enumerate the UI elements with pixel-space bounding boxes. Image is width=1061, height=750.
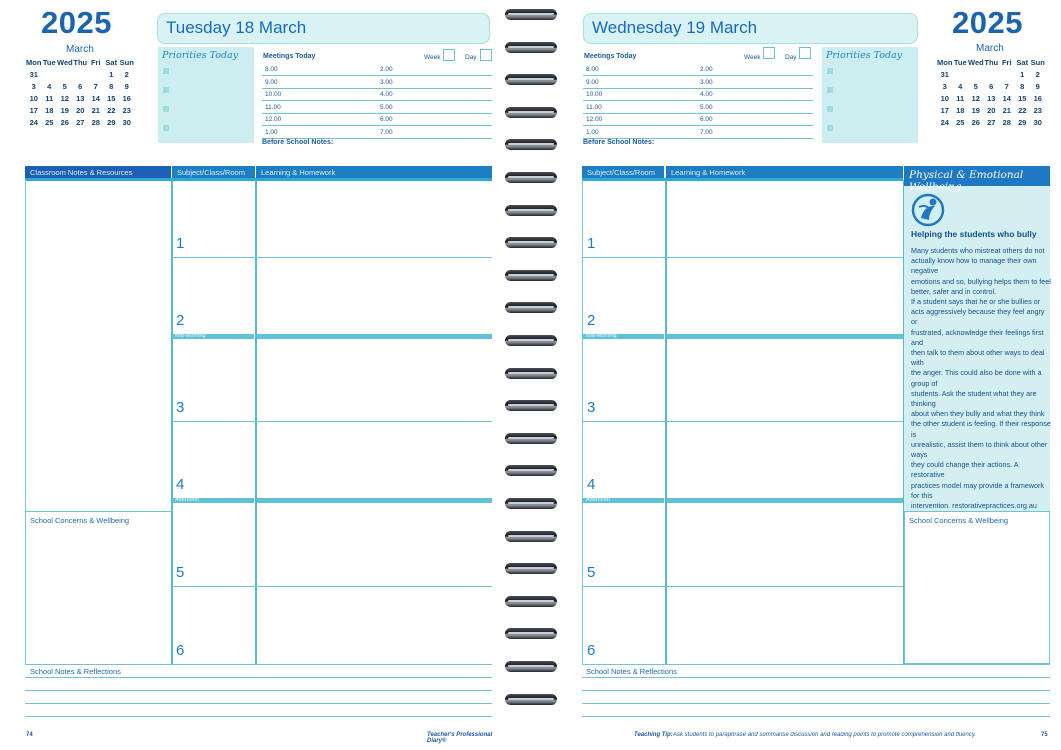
right-header-band xyxy=(582,178,903,181)
right-year: 2025 xyxy=(952,5,1023,40)
meeting-line[interactable] xyxy=(262,75,492,76)
period-number: 4 xyxy=(587,476,596,493)
cal-date[interactable]: 10 xyxy=(940,94,949,103)
cal-date[interactable]: 13 xyxy=(987,94,996,103)
cal-date[interactable]: 27 xyxy=(987,118,996,127)
wellbeing-title: Helping the students who bully xyxy=(911,229,1037,239)
cal-date[interactable]: 22 xyxy=(1018,106,1027,115)
left-col-divider xyxy=(255,180,257,664)
meeting-line[interactable] xyxy=(262,88,492,89)
right-priority-bullet[interactable] xyxy=(827,87,833,93)
cal-date xyxy=(88,70,104,79)
spiral-ring xyxy=(505,628,557,639)
cal-date xyxy=(42,70,58,79)
meeting-time-pm: 2.00 xyxy=(380,66,393,73)
right-col-divider xyxy=(665,180,667,664)
cal-day-header: Tue xyxy=(953,58,967,67)
meeting-line[interactable] xyxy=(583,75,813,76)
cal-date[interactable]: 1 xyxy=(109,70,114,79)
meeting-time-pm: 4.00 xyxy=(380,91,393,98)
cal-date[interactable]: 25 xyxy=(956,118,965,127)
cal-day-header: Fri xyxy=(90,58,101,67)
right-day-checkbox[interactable] xyxy=(799,47,811,59)
left-border xyxy=(25,180,26,664)
cal-date[interactable]: 29 xyxy=(1018,118,1027,127)
cal-date[interactable]: 15 xyxy=(1018,94,1027,103)
left-learning-header: Learning & Homework xyxy=(256,166,492,179)
cal-date[interactable]: 22 xyxy=(107,106,116,115)
wellbeing-line: intervention. restorativepractices.org.au xyxy=(911,501,1037,511)
cal-day-header: Sun xyxy=(119,58,134,67)
cal-date[interactable]: 10 xyxy=(29,94,38,103)
cal-date[interactable]: 11 xyxy=(45,94,54,103)
left-notes-title: School Notes & Reflections xyxy=(30,667,121,676)
wellbeing-line: practices model may provide a framework for this xyxy=(911,480,1045,500)
right-mini-calendar xyxy=(937,58,1046,127)
spiral-ring xyxy=(505,205,557,216)
right-page-number: 75 xyxy=(1041,732,1048,738)
cal-date[interactable]: 14 xyxy=(91,94,100,103)
cal-date[interactable]: 15 xyxy=(107,94,116,103)
meeting-time-am: 11.00 xyxy=(586,103,602,111)
meeting-time-pm: 3.00 xyxy=(700,78,713,86)
wellbeing-line: they could change their actions. A restorative xyxy=(911,460,1019,480)
wellbeing-text xyxy=(911,246,1051,511)
break-label: Afternoon xyxy=(175,497,199,503)
left-year: 2025 xyxy=(41,5,112,40)
meeting-time-am: 1.00 xyxy=(265,128,278,136)
right-priority-bullet[interactable] xyxy=(827,68,833,74)
cal-day-header: Wed xyxy=(968,58,984,67)
cal-date[interactable]: 5 xyxy=(62,82,67,91)
meeting-time-pm: 2.00 xyxy=(700,66,713,73)
cal-day-header: Sat xyxy=(105,58,118,67)
left-page-number: 74 xyxy=(26,732,33,738)
meeting-time-pm: 6.00 xyxy=(380,116,393,123)
spiral-ring xyxy=(505,563,557,574)
wellbeing-line: Many students who mistreat others do not xyxy=(911,246,1045,255)
cal-day-header: Mon xyxy=(26,58,42,67)
left-month: March xyxy=(66,44,94,55)
meeting-time-pm: 3.00 xyxy=(380,78,393,86)
cal-date[interactable]: 18 xyxy=(956,106,965,115)
cal-date xyxy=(73,70,89,79)
period-number: 6 xyxy=(587,642,596,659)
cal-day-header: Thu xyxy=(984,58,999,67)
right-notes-title: School Notes & Reflections xyxy=(586,667,677,676)
period-divider xyxy=(172,257,492,258)
period-number: 5 xyxy=(587,564,596,581)
meeting-time-pm: 5.00 xyxy=(700,103,713,111)
wellbeing-line: the anger. This could also be done with a group of xyxy=(911,368,1042,388)
meeting-time-pm: 4.00 xyxy=(700,91,713,98)
meeting-time-am: 12.00 xyxy=(265,116,282,123)
period-number: 1 xyxy=(176,235,185,252)
cal-date[interactable]: 6 xyxy=(989,82,994,91)
period-number: 2 xyxy=(176,312,185,329)
meeting-time-pm: 7.00 xyxy=(380,128,393,136)
meeting-line[interactable] xyxy=(583,100,813,101)
cal-date[interactable]: 1 xyxy=(1020,70,1025,79)
cal-date[interactable]: 6 xyxy=(78,82,83,91)
cal-date[interactable]: 27 xyxy=(76,118,85,127)
left-classroom-header: Classroom Notes & Resources xyxy=(25,166,171,179)
spiral-ring xyxy=(505,694,557,705)
cal-date[interactable]: 16 xyxy=(1033,94,1042,103)
right-subject-header: Subject/Class/Room xyxy=(582,166,664,179)
period-number: 1 xyxy=(587,235,596,252)
left-header-band xyxy=(25,178,492,181)
spiral-ring xyxy=(505,42,557,53)
spiral-ring xyxy=(505,531,557,542)
cal-date[interactable]: 31 xyxy=(29,70,38,79)
period-divider xyxy=(172,421,492,422)
cal-date[interactable]: 2 xyxy=(1035,70,1040,79)
right-week-label: Week xyxy=(744,54,761,61)
spiral-ring xyxy=(505,107,557,118)
spiral-ring xyxy=(505,498,557,509)
right-week-checkbox[interactable] xyxy=(763,47,775,59)
wellbeing-line: frustrated, acknowledge their feelings first and xyxy=(911,327,1044,347)
wellbeing-figure-icon xyxy=(911,193,947,227)
left-priority-bullet[interactable] xyxy=(163,68,169,74)
right-concerns-box[interactable] xyxy=(904,511,1050,664)
left-priority-bullet[interactable] xyxy=(163,87,169,93)
left-subject-header: Subject/Class/Room xyxy=(172,166,255,179)
break-band xyxy=(257,334,492,339)
break-band xyxy=(667,498,903,503)
wellbeing-line: students. Ask the student what they are thinking xyxy=(911,388,1037,409)
spiral-ring xyxy=(505,400,557,411)
teaching-tip-text: Ask students to paraphrase and summarise discussion and reading points to promote comprehension and fluency. xyxy=(673,732,977,738)
left-before-school: Before School Notes: xyxy=(262,139,334,146)
meeting-time-am: 9.00 xyxy=(586,78,599,86)
right-border xyxy=(582,180,583,664)
wellbeing-line: about when they bully and what they think xyxy=(911,409,1045,419)
meeting-line[interactable] xyxy=(583,125,813,126)
spiral-ring xyxy=(505,302,557,313)
wellbeing-line: acts aggressively because they feel angry or xyxy=(911,307,1045,327)
cal-date[interactable]: 28 xyxy=(91,118,100,127)
right-meetings-title: Meetings Today xyxy=(584,53,637,60)
left-page xyxy=(0,0,498,750)
cal-date[interactable]: 13 xyxy=(76,94,85,103)
period-number: 5 xyxy=(176,564,185,581)
spiral-ring xyxy=(505,433,557,444)
left-priority-bullet[interactable] xyxy=(163,106,169,112)
left-mini-calendar xyxy=(26,58,135,127)
cal-day-header: Fri xyxy=(1001,58,1012,67)
cal-date[interactable]: 17 xyxy=(940,106,949,115)
left-date-title: Tuesday 18 March xyxy=(157,13,490,44)
cal-date xyxy=(999,70,1015,79)
cal-date[interactable]: 12 xyxy=(971,94,980,103)
cal-date[interactable]: 11 xyxy=(956,94,965,103)
period-divider xyxy=(583,421,903,422)
cal-date[interactable]: 29 xyxy=(107,118,116,127)
left-concerns-title: School Concerns & Wellbeing xyxy=(30,516,130,525)
cal-date[interactable]: 9 xyxy=(1035,82,1040,91)
cal-date[interactable]: 28 xyxy=(1002,118,1011,127)
cal-date[interactable]: 26 xyxy=(971,118,980,127)
right-before-school: Before School Notes: xyxy=(583,139,655,146)
wellbeing-line: unrealistic, assist them to think about other ways xyxy=(911,439,1048,460)
meeting-line[interactable] xyxy=(262,100,492,101)
break-label: Afternoon xyxy=(586,497,610,503)
meeting-line[interactable] xyxy=(262,113,492,114)
cal-date[interactable]: 7 xyxy=(1004,82,1009,91)
cal-date[interactable]: 20 xyxy=(76,106,85,115)
left-meetings-title: Meetings Today xyxy=(263,53,316,60)
cal-day-header: Tue xyxy=(42,58,56,67)
wellbeing-line: If a student says that he or she bullies or xyxy=(911,297,1041,307)
right-day-label: Day xyxy=(785,54,797,61)
cal-day-header: Wed xyxy=(57,58,73,67)
meeting-line[interactable] xyxy=(583,113,813,114)
meeting-time-am: 8.00 xyxy=(265,66,278,73)
right-priority-bullet[interactable] xyxy=(827,106,833,112)
cal-date[interactable]: 14 xyxy=(1002,94,1011,103)
cal-date[interactable]: 21 xyxy=(1002,106,1011,115)
right-notes-line[interactable] xyxy=(582,703,1050,704)
left-day-label: Day xyxy=(465,54,477,61)
cal-date[interactable]: 30 xyxy=(122,118,131,127)
cal-date[interactable]: 3 xyxy=(31,82,36,91)
cal-date[interactable]: 8 xyxy=(1020,82,1025,91)
cal-day-header: Sat xyxy=(1016,58,1029,67)
meeting-time-am: 12.00 xyxy=(586,116,603,123)
right-date-title: Wednesday 19 March xyxy=(583,13,918,44)
wellbeing-line: actually know how to manage their own negative xyxy=(911,256,1037,276)
meeting-time-am: 10.00 xyxy=(586,91,603,98)
spiral-ring xyxy=(505,465,557,476)
cal-date[interactable]: 24 xyxy=(940,118,949,127)
right-notes-line[interactable] xyxy=(582,677,1050,678)
wellbeing-line: the other student is feeling. If their response is xyxy=(911,419,1051,439)
cal-date[interactable]: 2 xyxy=(124,70,129,79)
cal-date[interactable]: 8 xyxy=(109,82,114,91)
period-number: 6 xyxy=(176,642,185,659)
meeting-line[interactable] xyxy=(583,88,813,89)
cal-date[interactable]: 31 xyxy=(940,70,949,79)
left-concerns-line xyxy=(25,511,172,512)
left-week-checkbox[interactable] xyxy=(443,49,455,61)
wellbeing-line: better, safer and in control. xyxy=(911,286,997,296)
meeting-time-pm: 7.00 xyxy=(700,128,713,136)
left-priorities-title: Priorities Today xyxy=(162,50,239,61)
spiral-ring xyxy=(505,596,557,607)
spiral-ring xyxy=(505,74,557,85)
right-priority-bullet[interactable] xyxy=(827,125,833,131)
cal-day-header: Thu xyxy=(73,58,88,67)
break-label: Mid-Morning xyxy=(586,333,617,339)
left-notes-line[interactable] xyxy=(25,677,492,678)
cal-date[interactable]: 23 xyxy=(1033,106,1042,115)
period-number: 3 xyxy=(587,399,596,416)
cal-date[interactable]: 4 xyxy=(958,82,963,91)
right-notes-line[interactable] xyxy=(582,716,1050,717)
meeting-time-am: 9.00 xyxy=(265,78,278,86)
cal-date[interactable]: 19 xyxy=(971,106,980,115)
left-notes-line[interactable] xyxy=(25,716,492,717)
period-number: 4 xyxy=(176,476,185,493)
spiral-ring xyxy=(505,661,557,672)
break-label: Mid-Morning xyxy=(175,333,206,339)
cal-date[interactable]: 17 xyxy=(29,106,38,115)
cal-date[interactable]: 4 xyxy=(47,82,52,91)
cal-date[interactable]: 25 xyxy=(45,118,54,127)
cal-date[interactable]: 23 xyxy=(122,106,131,115)
cal-day-header: Sun xyxy=(1030,58,1045,67)
cal-date[interactable]: 12 xyxy=(60,94,69,103)
cal-date[interactable]: 5 xyxy=(973,82,978,91)
cal-date[interactable]: 21 xyxy=(91,106,100,115)
cal-date[interactable]: 16 xyxy=(122,94,131,103)
spiral-ring xyxy=(505,270,557,281)
cal-date[interactable]: 26 xyxy=(60,118,69,127)
right-priorities-title: Priorities Today xyxy=(826,50,903,61)
left-col-divider xyxy=(171,180,173,664)
right-notes-line[interactable] xyxy=(582,690,1050,691)
wellbeing-line: emotions and so, bullying helps them to feel xyxy=(911,276,1051,286)
cal-date[interactable]: 7 xyxy=(93,82,98,91)
spiral-ring xyxy=(505,335,557,346)
period-divider xyxy=(583,586,903,587)
break-band xyxy=(667,334,903,339)
left-priorities-box[interactable] xyxy=(158,47,254,143)
right-notes-top xyxy=(582,664,1050,665)
meeting-line[interactable] xyxy=(262,125,492,126)
cal-date xyxy=(984,70,1000,79)
cal-date[interactable]: 3 xyxy=(942,82,947,91)
meeting-time-am: 8.00 xyxy=(586,66,599,73)
spiral-ring xyxy=(505,172,557,183)
cal-date[interactable]: 30 xyxy=(1033,118,1042,127)
cal-date[interactable]: 9 xyxy=(124,82,129,91)
cal-date[interactable]: 20 xyxy=(987,106,996,115)
spiral-ring xyxy=(505,9,557,20)
wellbeing-header: Physical & Emotional Wellbeing xyxy=(904,166,1050,186)
right-concerns-title: School Concerns & Wellbeing xyxy=(909,516,1009,525)
meeting-time-pm: 6.00 xyxy=(700,116,713,123)
teaching-tip-label: Teaching Tip: xyxy=(634,732,673,738)
meeting-time-am: 11.00 xyxy=(265,103,281,111)
period-number: 3 xyxy=(176,399,185,416)
cal-date[interactable]: 19 xyxy=(60,106,69,115)
spiral-ring xyxy=(505,368,557,379)
left-notes-line[interactable] xyxy=(25,703,492,704)
cal-day-header: Mon xyxy=(937,58,953,67)
left-notes-line[interactable] xyxy=(25,690,492,691)
left-day-checkbox[interactable] xyxy=(480,49,492,61)
left-notes-top xyxy=(25,664,492,665)
break-band xyxy=(257,498,492,503)
wellbeing-line: then talk to them about other ways to deal with xyxy=(911,348,1045,368)
cal-date xyxy=(968,70,984,79)
period-number: 2 xyxy=(587,312,596,329)
left-priority-bullet[interactable] xyxy=(163,125,169,131)
meeting-time-pm: 5.00 xyxy=(380,103,393,111)
cal-date xyxy=(953,70,969,79)
period-divider xyxy=(583,257,903,258)
right-month: March xyxy=(976,43,1004,54)
cal-date xyxy=(57,70,73,79)
period-divider xyxy=(172,586,492,587)
right-priorities-box[interactable] xyxy=(822,47,918,143)
meeting-time-am: 10.00 xyxy=(265,91,282,98)
spiral-ring xyxy=(505,237,557,248)
spiral-ring xyxy=(505,139,557,150)
left-footer-brand: Teacher's Professional Diary® xyxy=(427,732,493,744)
left-week-label: Week xyxy=(424,54,441,61)
cal-date[interactable]: 18 xyxy=(45,106,54,115)
cal-date[interactable]: 24 xyxy=(29,118,38,127)
right-learning-header: Learning & Homework xyxy=(666,166,903,179)
meeting-time-am: 1.00 xyxy=(586,128,599,136)
